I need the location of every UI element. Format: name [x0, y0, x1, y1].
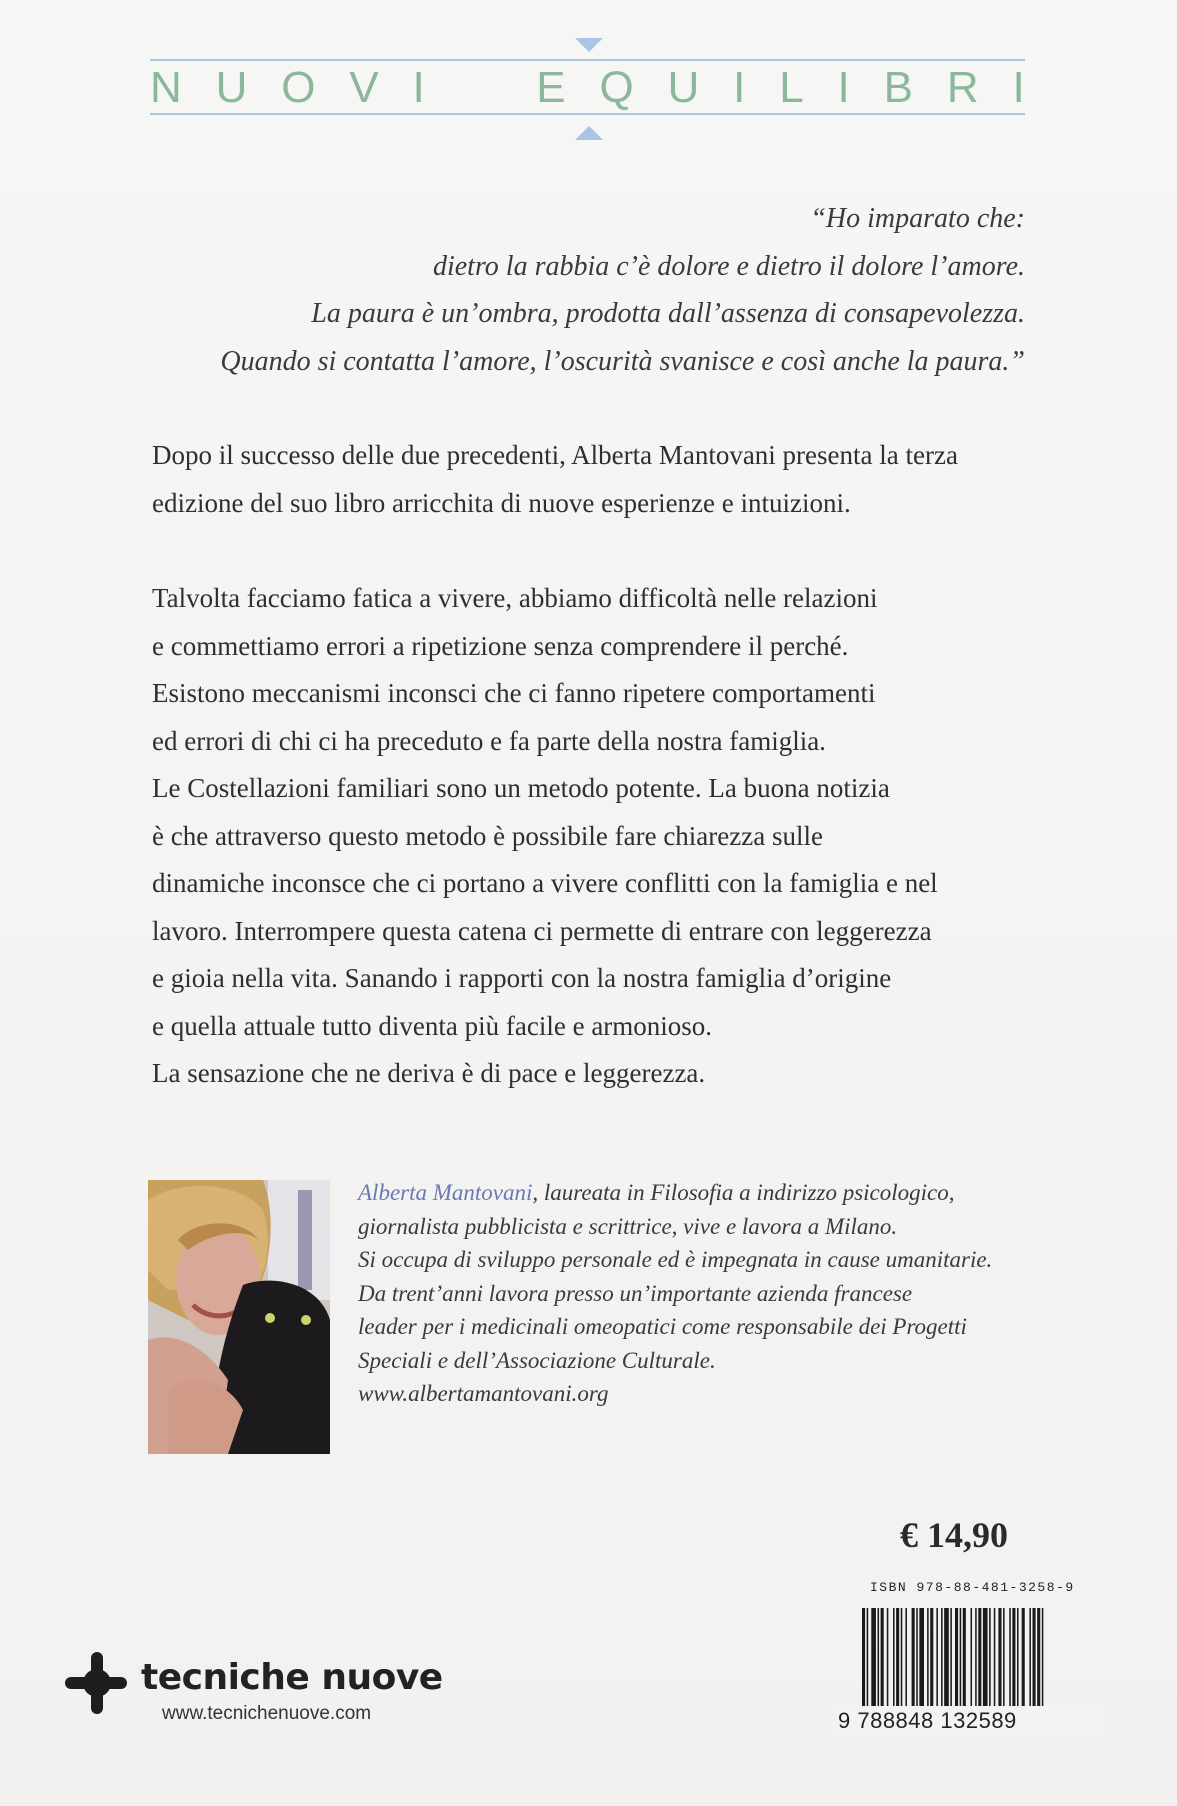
barcode-bar: [893, 1608, 895, 1708]
author-bio: [358, 1176, 1038, 1411]
bio-line: leader per i medicinali omeopatici come responsabile dei Progetti: [358, 1314, 967, 1339]
publisher-mark-icon: [65, 1652, 127, 1714]
barcode-bar: [1003, 1608, 1005, 1708]
series-letter: I: [733, 63, 746, 112]
barcode-bar: [862, 1608, 865, 1720]
triangle-down-icon: [575, 38, 603, 52]
barcode-bar: [963, 1608, 966, 1708]
barcode-bar: [871, 1608, 876, 1708]
intro-line: edizione del suo libro arricchita di nuove esperienze e intuizioni.: [152, 487, 851, 518]
bio-line: [358, 1176, 1038, 1210]
bio-line: Si occupa di sviluppo personale ed è impegnata in cause umanitarie.: [358, 1247, 993, 1272]
barcode-bar: [905, 1608, 907, 1708]
series-letter: I: [412, 63, 425, 112]
barcode-bar: [1037, 1608, 1040, 1720]
description-line: La sensazione che ne deriva è di pace e leggerezza.: [152, 1058, 706, 1088]
series-letter: O: [281, 63, 316, 112]
barcode-bar: [881, 1608, 884, 1708]
bio-line: Da trent’anni lavora presso un’importante azienda francese: [358, 1280, 913, 1306]
barcode-bar: [989, 1608, 991, 1708]
word-gap: [459, 66, 503, 110]
series-letter: U: [215, 63, 248, 112]
author-photo: [148, 1180, 330, 1454]
description-line: e gioia nella vita. Sanando i rapporti con la nostra famiglia d’origine: [152, 963, 892, 993]
description-paragraph: [152, 575, 1032, 1098]
barcode-bar: [950, 1608, 952, 1708]
series-letter: R: [946, 63, 979, 112]
series-letter: E: [536, 63, 566, 112]
barcode-bar: [978, 1608, 981, 1708]
description-line: Talvolta facciamo fatica a vivere, abbiamo difficoltà nelle relazioni: [152, 583, 878, 613]
quote-line: dietro la rabbia c’è dolore e dietro il dolore l’amore.: [432, 250, 1025, 282]
barcode-bar: [927, 1608, 929, 1708]
series-letter: U: [667, 63, 700, 112]
description-line: Esistono meccanismi inconsci che ci fanno ripetere comportamenti: [152, 678, 876, 708]
publisher-url: www.tecnichenuove.com: [162, 1703, 372, 1724]
series-header: [150, 38, 1025, 138]
barcode-bar: [867, 1608, 869, 1720]
epigraph-quote: [145, 195, 1025, 385]
intro-paragraph: [152, 432, 1032, 527]
barcode: [840, 1600, 1100, 1720]
description-line: lavoro. Interrompere questa catena ci permette di entrare con leggerezza: [152, 915, 932, 946]
barcode-bar: [916, 1608, 918, 1708]
series-name: [150, 63, 1025, 112]
barcode-bar: [912, 1608, 915, 1708]
barcode-bar: [1017, 1608, 1019, 1708]
triangle-up-icon: [575, 126, 603, 140]
quote-line: “Ho imparato che:: [810, 203, 1025, 234]
bio-text: , laureata in Filosofia a indirizzo psicologico,: [532, 1180, 955, 1205]
barcode-bar: [955, 1608, 958, 1720]
barcode-bar: [930, 1608, 933, 1708]
intro-line: Dopo il successo delle due precedenti, Alberta Mantovani presenta la terza: [152, 440, 958, 470]
quote-line: La paura è un’ombra, prodotta dall’assenza di consapevolezza.: [311, 298, 1025, 329]
barcode-bar: [971, 1608, 973, 1708]
barcode-bar: [878, 1608, 880, 1708]
series-letter: Q: [599, 63, 634, 112]
barcode-bar: [1009, 1608, 1011, 1708]
series-letter: B: [883, 63, 914, 112]
barcode-bar: [983, 1608, 988, 1708]
barcode-bar: [1033, 1608, 1036, 1708]
barcode-bar: [1042, 1608, 1044, 1720]
barcode-bar: [1029, 1608, 1031, 1708]
description-line: e quella attuale tutto diventa più facile e armonioso.: [152, 1010, 713, 1041]
series-letter: V: [349, 63, 379, 112]
barcode-bar: [1022, 1608, 1025, 1708]
barcode-bar: [941, 1608, 943, 1708]
isbn-label: ISBN 978-88-481-3258-9: [870, 1580, 1075, 1595]
barcode-bar: [919, 1608, 924, 1708]
barcode-bar: [944, 1608, 949, 1708]
barcode-bar: [960, 1608, 962, 1708]
description-line: Le Costellazioni familiari sono un metodo potente. La buona notizia: [152, 773, 890, 803]
series-letter: I: [837, 63, 850, 112]
barcode-bar: [975, 1608, 977, 1708]
barcode-bar: [936, 1608, 938, 1708]
description-line: e commettiamo errori a ripetizione senza comprendere il perché.: [152, 630, 849, 661]
description-line: è che attraverso questo metodo è possibile fare chiarezza sulle: [152, 820, 823, 851]
barcode-bar: [994, 1608, 996, 1708]
barcode-bar: [998, 1608, 1001, 1708]
price: € 14,90: [900, 1515, 1008, 1555]
description-line: dinamiche inconsce che ci portano a vivere conflitti con la famiglia e nel: [152, 868, 938, 898]
publisher-name: tecniche nuove: [141, 1657, 443, 1698]
series-letter: L: [779, 63, 804, 112]
top-rule: [150, 59, 1025, 61]
barcode-bar: [887, 1608, 889, 1708]
quote-line: Quando si contatta l’amore, l’oscurità svanisce e così anche la paura.”: [220, 345, 1025, 377]
barcode-digits: 9 788848 132589: [838, 1706, 1103, 1736]
series-letter: N: [150, 63, 182, 112]
bio-line: Speciali e dell’Associazione Culturale.: [358, 1347, 716, 1373]
author-website: www.albertamantovani.org: [358, 1381, 609, 1406]
series-letter: I: [1012, 63, 1025, 112]
barcode-bar: [1012, 1608, 1015, 1708]
bottom-rule: [150, 113, 1025, 115]
barcode-bar: [901, 1608, 903, 1708]
bio-line: giornalista pubblicista e scrittrice, vive e lavora a Milano.: [358, 1213, 898, 1239]
description-line: ed errori di chi ci ha preceduto e fa parte della nostra famiglia.: [152, 725, 826, 756]
barcode-bar: [896, 1608, 899, 1708]
author-name: Alberta Mantovani: [358, 1180, 533, 1205]
